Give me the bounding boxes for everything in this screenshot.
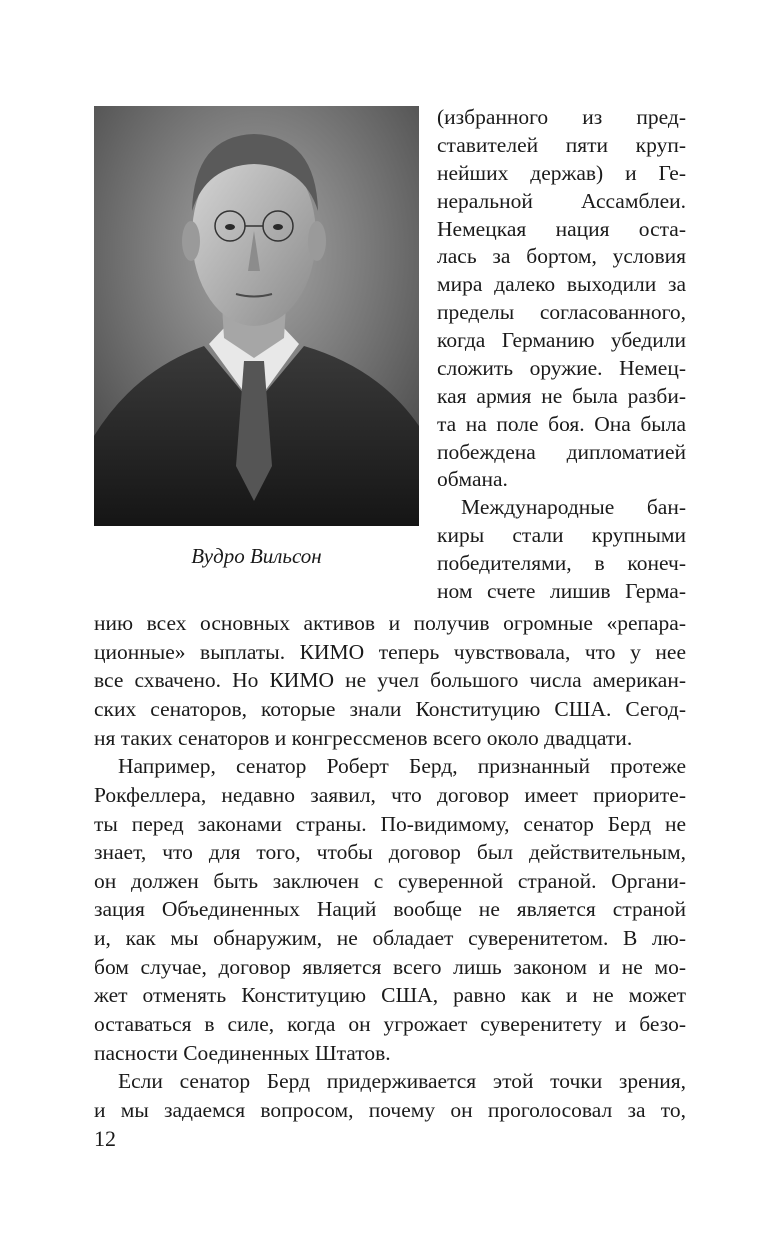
text-line: и мы задаемся вопросом, почему он проголосовал за то, xyxy=(94,1098,686,1122)
page-number: 12 xyxy=(94,1126,116,1151)
text-line: лась за бортом, условия xyxy=(437,244,686,269)
text-line: обмана. xyxy=(437,467,508,492)
text-line: ставителей пяти круп- xyxy=(437,132,686,157)
text-line: нейших держав) и Ге- xyxy=(437,160,686,185)
text-line: бом случае, договор является всего лишь законом и не мо- xyxy=(94,954,686,979)
text-line: и, как мы обнаружим, не обладает суверенитетом. В лю- xyxy=(94,926,686,951)
text-line: побеждена дипломатией xyxy=(437,439,686,464)
text-line: та на поле боя. Она была xyxy=(437,411,686,436)
text-line: кая армия не была разби- xyxy=(437,383,686,408)
paragraph-start-line: Если сенатор Берд придерживается этой точки зрения, xyxy=(118,1069,686,1094)
text-line: пасности Соединенных Штатов. xyxy=(94,1040,391,1065)
paragraph-start-line: Например, сенатор Роберт Берд, признанный протеже xyxy=(118,754,686,779)
text-line: ских сенаторов, которые знали Конституцию США. Сегод- xyxy=(94,696,686,721)
text-line: мира далеко выходили за xyxy=(437,272,686,297)
text-line: зация Объединенных Наций вообще не является страной xyxy=(94,897,686,922)
text-line: все схвачено. Но КИМО не учел большого числа американ- xyxy=(94,668,686,693)
text-line: ционные» выплаты. КИМО теперь чувствовала, что у нее xyxy=(94,639,686,664)
text-line: ном счете лишив Герма- xyxy=(437,579,686,603)
text-line: (избранного из пред- xyxy=(437,105,686,129)
paragraph-start-line: Международные бан- xyxy=(461,495,686,520)
text-line: когда Германию убедили xyxy=(437,328,686,353)
text-line: пределы согласованного, xyxy=(437,300,686,325)
text-line: нию всех основных активов и получив огромные «репара- xyxy=(94,611,686,635)
text-line: он должен быть заключен с суверенной страной. Органи- xyxy=(94,868,686,893)
text-line: киры стали крупными xyxy=(437,523,686,548)
text-line: сложить оружие. Немец- xyxy=(437,355,686,380)
portrait-photo xyxy=(94,106,419,526)
photo-caption: Вудро Вильсон xyxy=(191,544,322,568)
text-line: знает, что для того, чтобы договор был действительным, xyxy=(94,840,686,865)
portrait-illustration xyxy=(94,106,419,526)
text-line: победителями, в конеч- xyxy=(437,551,686,576)
text-line: оставаться в силе, когда он угрожает суверенитету и безо- xyxy=(94,1012,686,1037)
text-line: неральной Ассамблеи. xyxy=(437,188,686,213)
text-line: ты перед законами страны. По-видимому, сенатор Берд не xyxy=(94,811,686,836)
text-line: Рокфеллера, недавно заявил, что договор имеет приорите- xyxy=(94,782,686,807)
text-line: Немецкая нация оста- xyxy=(437,216,686,241)
text-line: ня таких сенаторов и конгрессменов всего около двадцати. xyxy=(94,725,633,750)
text-line: жет отменять Конституцию США, равно как и не может xyxy=(94,983,686,1008)
